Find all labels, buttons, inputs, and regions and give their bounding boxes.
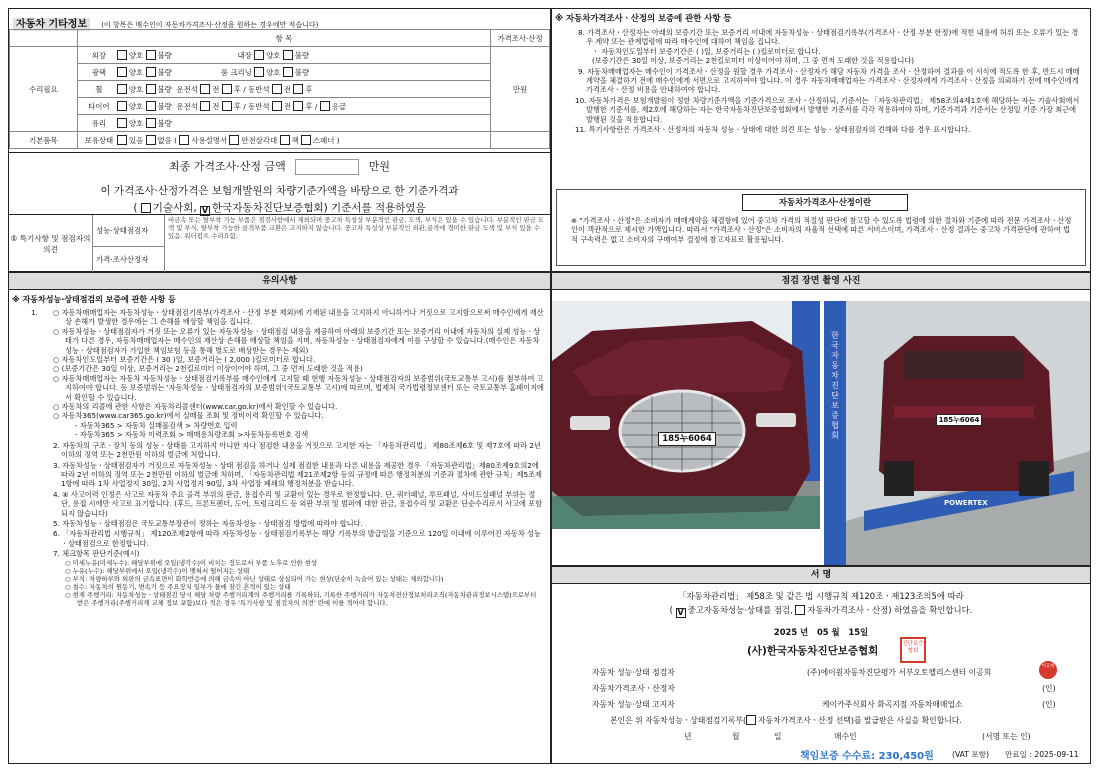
check-none[interactable] [146,135,156,145]
check-price-survey[interactable] [795,605,805,615]
check-wheel-d-rear[interactable] [222,84,232,94]
expiry-date: 만료일 : 2025-09-11 [1005,750,1079,759]
vehicle-other-info-panel: 자동차 기타정보 (이 항목은 매수인이 자동차가격조사·산정을 원하는 경우에만 적습니다) 항 목 가격조사·산정 수리필요 외장 양호 불량 내장 양호 불량 만원 광택 양호 불량 룸 크리닝 양호 불량 휠 양호 불량 운전석 전 후 / 동반석 전 후 타이어 양호 불량 운전석 전 후 / 동반석 전 후 / 응급 유리 양호 불량 기본품목 보유상태 있음 없음 ( 사용설명서 안전삼각대 잭 스패너 ) 최종 가격조사·산정 금액 만원 이 가격조사·산정가격은 보험개발원의 차량기준가액을 바탕으로 한 기준가격과 ( 기술사회, V 한국자동차진단보증협회) 기준서를 적용하였음 ⑤ 특기사항 및 점검자의 의견 성능·상태점검자 비금속 또는 탈부착 가능 부품은 점검사항에서 제외되며 중고차 특성상 부분적인 판금, 도색, 부식은 있을 수 있습니다. 부분적인 판금 도색 및 부식, 탈부착 가능한 골격부품 교환은 고지하지 않습니다. 중고차 특성상 부분적인 외관,골격에 경미한 판금 도색 및 부식 있을 수 있음. 워터펌프 수리요함. 가격·조사산정자 [8,8,551,272]
check-int-bad[interactable] [283,50,293,60]
check-tire-p-rear[interactable] [293,101,303,111]
panel-title: 자동차 기타정보 [13,18,90,31]
inspector-seal: 이공희 [1039,661,1057,679]
check-ext-good[interactable] [117,50,127,60]
lift-brand: POWERTEX [944,499,988,507]
cat-basic: 기본품목 [10,132,78,149]
check-performance[interactable]: V [677,608,684,617]
check-tire-d-rear[interactable] [222,101,232,111]
check-wheel-bad[interactable] [146,84,156,94]
check-ext-bad[interactable] [146,50,156,60]
photos-panel [551,272,1091,566]
photos-header: 점검 장면 촬영 사진 [552,273,1090,290]
check-receipt[interactable] [746,715,756,725]
check-tire-emergency[interactable] [320,101,330,111]
price-unit: 만원 [491,47,550,132]
check-gloss-bad[interactable] [146,67,156,77]
final-price-label: 최종 가격조사·산정 금액 [168,160,286,173]
notes-panel: 유의사항 ※ 자동차성능·상태점검의 보증에 관한 사항 등 1. ○ 자동차매매업자는 자동차성능ㆍ상태점검기록부(가격조사ㆍ산정 부분 제외)에 기재된 내용을 고지하지 아니하거나 거짓으로 고지함으로써 매수인에게 재산상 손해가 발생한 경우에는 그 손해를 배상할 책임을 집니다. ○ 자동차성능ㆍ상태점검자가 거짓 또는 오류가 있는 자동차성능ㆍ상태점검 내용을 제공하여 아래의 보증기간 또는 보증거리 이내에 자동차의 실제 성능ㆍ상태가 다른 경우, 자동차매매업자는 매수인의 재산상 손해를 배상할 책임을 지며, 자동차성능ㆍ상태점검자에게 이를 구상할 수 있습니다.(매수인은 자동차성능ㆍ상태점검자가 가입한 책임보험 등을 통해 별도로 배상받는 경우는 제외) ○ 자동차인도일부터 보증기간은 ( 30 )일, 보증거리는 ( 2,000 )킬로미터로 합니다. ○ (보증기간은 30일 이상, 보증거리는 2천킬로미터 이상이어야 하며, 그 중 먼저 도래한 것을 적용) ○ 자동차매매업자는 자동차 자동차성능ㆍ상태점검기록부를 매수인에게 고지할 때 현행 자동차성능ㆍ상태점검자의 보증범위(국토교통부 고시)를 첨부하여 고지하여야 합니다. 등 보증범위는 '자동차성능ㆍ상태점검자의 보증범위'(국토교통부 고시)에 따르며, 법제처 국가법령정보센터 또는 국토교통부 홈페이지에서 확인할 수 있습니다. ○ 자동차의 리콜에 관한 사항은 자동차리콜센터(www.car.go.kr)에서 확인할 수 있습니다. ○ 자동차365(www.car365.go.kr)에서 실매물 조회 및 정비이력 확인할 수 있습니다. - 자동차365 > 자동차 실매물검색 > 차량번호 입력 - 자동차365 > 자동차 이력조회 > 매매용차량조회 >자동차등록번호 검색 2. 자동차의 구조ㆍ장치 등의 성능ㆍ상태를 고지하지 아니한 자나 점검한 내용을 거짓으로 고지한 자는 「자동차관리법」 제80조제6호 및 제7호에 따라 2년 이하의 징역 또는 2천만원 이하의 벌금에 처합니다. 3. 자동차성능ㆍ상태점검자가 거짓으로 자동차성능ㆍ상태 점검을 하거나 실제 점검한 내용과 다른 내용을 제공한 경우 「자동차관리법」제80조제9호의2에 따라 2년 이하의 징역 또는 2천만원 이하의 벌금에 처하며, 「자동차관리법 제21조제2항 등의 규정에 따른 행정처분의 기준과 절차에 관한 규칙」제5조제1항에 따라 1차 사업정지 30일, 2차 사업정지 90일, 3차 사업장 폐쇄의 행정처분을 받습니다. 4. ④ 사고이력 인정은 사고로 자동차 주요 골격 부위의 판금, 용접수리 및 교환이 있는 경우로 한정합니다. 단, 쿼터패널, 루프패널, 사이드실패널 부위는 절단, 용접 시에만 사고로 표기합니다. (후드, 프론트펜더, 도어, 트렁크리드 등 외판 부위 및 범퍼에 대한 판금, 용접수리 및 교환은 단순수리로서 사고에 포함되지 않습니다) 5. 자동차성능ㆍ상태점검은 국토교통부장관이 정하는 자동차성능ㆍ상태점검 방법에 따라야 합니다. 6. 「자동차관리법 시행규칙」 제120조제2항에 따라 자동차성능ㆍ상태점검기록부는 해당 기록부의 발급일을 기준으로 120일 이내에 이루어진 자동차 성능ㆍ상태점검으로 한정합니다. 7. 체크항목 판단기준(예시) ○ 미세누유(미세누수): 해당부위에 오일(냉각수)이 비치는 정도로서 부품 노후로 인한 현상 ○ 누유(누수): 해당부위에서 오일(냉각수)이 맺혀서 떨어지는 상태 ○ 부식: 차량하부와 외판의 금속표면이 화학반응에 의해 금속이 아닌 상태로 상실되어 가는 현상(단순히 녹슬어 있는 상태는 제외합니다) ○ 침수: 자동차의 원동기, 변속기 등 주요장치 일부가 물에 잠긴 흔적이 있는 상태 ○ 현재 주행거리: 자동차성능ㆍ상태점검 당시 해당 차량 주행거리계의 주행거리를 기록하되, 기록한 주행거리가 자동차전산정보처리조직(자동차관리정보시스템)으로부터 받은 주행거리(주행거리계 교체 정보 포함)보다 적은 경우 '특기사항 및 점검자의 의견' 란에 이를 적어야 합니다. [8,272,551,764]
check-manual[interactable] [179,135,189,145]
basis-line: 이 가격조사·산정가격은 보험개발원의 차량기준가액을 바탕으로 한 기준가격과 [100,185,459,197]
check-wheel-p-rear[interactable] [293,84,303,94]
check-tire-good[interactable] [117,101,127,111]
association-name: (사)한국자동차진단보증협회 [747,645,879,657]
check-wheel-d-front[interactable] [200,84,210,94]
special-label: ⑤ 특기사항 및 점검자의 의견 [9,215,93,272]
check-basis-b[interactable]: V [201,206,209,215]
check-wheel-p-front[interactable] [272,84,282,94]
check-tire-bad[interactable] [146,101,156,111]
check-gloss-good[interactable] [117,67,127,77]
box-title: 자동차가격조사·산정이란 [742,194,908,211]
plate-front: 185누6064 [658,432,716,446]
check-room-bad[interactable] [283,67,293,77]
perf-opinion: 비금속 또는 탈부착 가능 부품은 점검사항에서 제외되며 중고차 특성상 부분적인 판금, 도색, 부식은 있을 수 있습니다. 부분적인 판금 도색 및 부식, 탈부착 가능한 골격부품 교환은 고지하지 않습니다. 중고차 특성상 부분적인 외관,골격에 경미한 판금 도색 및 부식 있을 수 있음. 워터펌프 수리요함. [168,216,545,240]
check-triangle[interactable] [229,135,239,145]
warranty-title: ※ 자동차가격조사ㆍ산정의 보증에 관한 사항 등 [555,13,732,23]
notes-title: ※ 자동차성능·상태점검의 보증에 관한 사항 등 [12,295,176,304]
check-room-good[interactable] [254,67,264,77]
signature-header: 서 명 [552,567,1090,584]
check-int-good[interactable] [254,50,264,60]
col-item: 항 목 [77,30,490,47]
cat-repair: 수리필요 [10,47,78,132]
check-jack[interactable] [280,135,290,145]
front-photo [552,301,820,529]
price-warranty-panel: ※ 자동차가격조사ㆍ산정의 보증에 관한 사항 등 8. 가격조사ㆍ산정자는 아래의 보증기간 또는 보증거리 이내에 자동차성능ㆍ상태점검기록부(가격조사ㆍ산정 부분 한정)에 적힌 내용에 허위 또는 오류가 있는 경우 계약 또는 관계법령에 따라 매수인에 대하여 책임을 집니다. ㆍ 자동차인도일부터 보증기간은 ( )일, 보증거리는 ( )킬로미터로 합니다. (보증기간은 30일 이상, 보증거리는 2천킬로미터 이상이어야 하며, 그 중 먼저 도래한 것을 적용합니다) 9. 자동차매매업자는 매수인이 가격조사ㆍ산정을 원할 경우 가격조사ㆍ산정자가 해당 자동차 가격을 조사ㆍ산정하여 결과를 이 서식에 적도록 한 후, 반드시 매매계약을 체결하기 전에 매수인에게 서면으로 고지하여야 합니다. 이 경우 자동차매매업자는 가격조사ㆍ산정자에게 가격조사ㆍ산정을 의뢰하기 전에 매수인에게 가격조사ㆍ산정 비용을 안내하여야 합니다. 10. 자동차가격은 보험개발원이 정한 차량기준가액을 기준가격으로 조사ㆍ산정하되, 기준서는 「자동차관리법」 제58조의4제1호에 해당하는 자는 기술사회에서 발행한 기준서를, 제2호에 해당하는 자는 한국자동차진단보증협회에서 발행한 기준서를 각각 적용하여야 하며, 기준가격과 기준서는 산정일 기준 가장 최근에 발행된 것을 적용합니다. 11. 특기사항란은 가격조사ㆍ산정자의 자동차 성능ㆍ상태에 대한 의견 또는 성능ㆍ상태점검자의 견해와 다를 경우 표시합니다. 자동차가격조사·산정이란 ※ "가격조사ㆍ산정"은 소비자가 매매계약을 체결함에 있어 중고차 가격의 적절성 판단에 참고할 수 있도록 법령에 의한 절차와 기준에 따라 전문 가격조사ㆍ산정인이 객관적으로 제시한 가액입니다. 따라서 "가격조사ㆍ산정"은 소비자의 자율적 선택에 따른 서비스이며, 가격조사ㆍ산정 결과는 중고차 가격판단에 관하여 법적 구속력은 없고 소비자의 구매여부 결정에 참고자료로 활용됩니다. [551,8,1091,272]
check-tire-p-front[interactable] [272,101,282,111]
check-have[interactable] [117,135,127,145]
warranty-fee: 책임보증 수수료: 230,450원 [800,751,934,762]
signature-panel: 서 명 「자동차관리법」 제58조 및 같은 법 시행규칙 제120조ㆍ제123조의5에 따라 ( V 중고자동차성능·상태를 점검, 자동차가격조사ㆍ산정) 하였음을 확인합니다. 2025 년 05 월 15일 (사)한국자동차진단보증협회 진단보증협회 자동차 성능·상태 점검자 (주)에이원자동차진단평가 서부오토팰리스센터 이공희 이공희 자동차가격조사ㆍ산정자 (인) 자동차 성능·상태 고지자 케이카주식회사 화곡지점 자동차매매업소 (인) 본인은 위 자동차성능ㆍ상태점검기록부( 자동차가격조사ㆍ산정 선택)를 발급받은 사실을 확인합니다. 년 월 일 매수인 (서명 또는 인) 책임보증 수수료: 230,450원 (VAT 포함) 만료일 : 2025-09-11 [551,566,1091,764]
check-wheel-good[interactable] [117,84,127,94]
repair-table: 항 목 가격조사·산정 수리필요 외장 양호 불량 내장 양호 불량 만원 광택 양호 불량 룸 크리닝 양호 불량 휠 양호 불량 운전석 전 후 / 동반석 전 후 타이어 양호 불량 운전석 전 후 / 동반석 전 후 / 응급 유리 양호 불량 기본품목 보유상태 있음 없음 ( 사용설명서 안전삼각대 잭 스패너 ) [9,29,550,149]
col-price: 가격조사·산정 [491,30,550,47]
check-glass-bad[interactable] [146,118,156,128]
check-spanner[interactable] [301,135,311,145]
check-basis-a[interactable] [141,203,151,213]
final-price-input[interactable] [295,159,359,175]
box-text: ※ "가격조사ㆍ산정"은 소비자가 매매계약을 체결함에 있어 중고차 가격의 적절성 판단에 참고할 수 있도록 법령에 의한 절차와 기준에 따라 전문 가격조사ㆍ산정인이 객관적으로 제시한 가액입니다. 따라서 "가격조사ㆍ산정"은 소비자의 자율적 선택에 따른 서비스이며, 가격조사ㆍ산정 결과는 중고차 가격판단에 관하여 법적 구속력은 없고 소비자의 구매여부 결정에 참고자료로 활용됩니다. [571,216,1072,244]
panel-subtitle: (이 항목은 매수인이 자동차가격조사·산정을 원하는 경우에만 적습니다) [101,21,319,29]
rear-photo: 한국자동차진단보증협회 185누6064 POWERTEX [824,301,1090,565]
plate-rear: 185누6064 [936,414,982,426]
notes-header: 유의사항 [9,273,550,290]
association-stamp: 진단보증협회 [900,637,926,663]
check-glass-good[interactable] [117,118,127,128]
check-tire-d-front[interactable] [200,101,210,111]
